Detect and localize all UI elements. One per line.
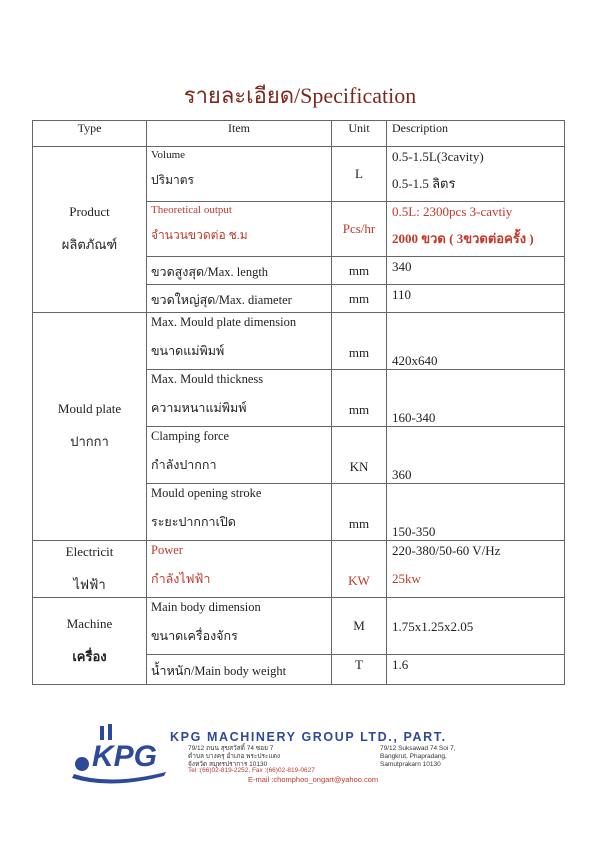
group-label-th: เครื่อง xyxy=(72,648,107,664)
group-label-th: ปากกา xyxy=(70,434,109,449)
item-max-diameter: ขวดใหญ่สุด/Max. diameter xyxy=(147,285,332,313)
desc-main-body-weight: 1.6 xyxy=(387,655,565,685)
desc-max-diameter: 110 xyxy=(387,285,565,313)
table-row xyxy=(33,598,565,655)
table-row xyxy=(33,313,565,370)
item-plate-dimension: Max. Mould plate dimension ขนาดแม่พิมพ์ xyxy=(147,313,332,370)
unit-max-length: mm xyxy=(332,257,387,285)
table-header-row xyxy=(33,121,565,147)
desc-mould-thickness: 160-340 xyxy=(387,370,565,427)
desc-max-length: 340 xyxy=(387,257,565,285)
group-machine xyxy=(33,598,147,685)
table-row xyxy=(33,541,565,598)
item-main-body-weight: น้ำหนัก/Main body weight xyxy=(147,655,332,685)
address-english: 79/12 Suksawad 74 Soi 7, Bangkrut, Phapradang, Samutprakarn 10130 xyxy=(380,745,456,768)
group-label-en: Mould plate xyxy=(57,401,122,416)
desc-power: 220-380/50-60 V/Hz 25kw xyxy=(387,541,565,598)
desc-opening-stroke: 150-350 xyxy=(387,484,565,541)
desc-clamping-force: 360 xyxy=(387,427,565,484)
unit-plate-dimension: mm xyxy=(332,313,387,370)
address-thai: 79/12 ถนน สุขสวัสดิ์ 74 ซอย 7 ตำบล บางครุ อำเภอ พระประแดง จังหวัด สมุทรปราการ 10130 xyxy=(188,745,281,768)
group-label-th: ไฟฟ้า xyxy=(73,576,106,592)
unit-volume: L xyxy=(332,147,387,202)
group-product xyxy=(33,147,147,313)
item-max-length: ขวดสูงสุด/Max. length xyxy=(147,257,332,285)
item-output: Theoretical output จำนวนขวดต่อ ช.ม xyxy=(147,202,332,257)
unit-main-body-dimension: M xyxy=(332,598,387,655)
item-volume: Volume ปริมาตร xyxy=(147,147,332,202)
unit-mould-thickness: mm xyxy=(332,370,387,427)
unit-power: KW xyxy=(332,541,387,598)
group-label-th: ผลิตภัณฑ์ xyxy=(61,237,118,252)
company-footer xyxy=(70,718,540,808)
header-unit: Unit xyxy=(332,121,387,147)
desc-plate-dimension: 420x640 xyxy=(387,313,565,370)
item-main-body-dimension: Main body dimension ขนาดเครื่องจักร xyxy=(147,598,332,655)
unit-opening-stroke: mm xyxy=(332,484,387,541)
company-name: KPG MACHINERY GROUP LTD., PART. xyxy=(170,730,447,744)
group-mould-plate xyxy=(33,313,147,541)
desc-main-body-dimension: 1.75x1.25x2.05 xyxy=(387,598,565,655)
item-clamping-force: Clamping force กำลังปากกา xyxy=(147,427,332,484)
kpg-logo xyxy=(70,720,170,790)
unit-clamping-force: KN xyxy=(332,427,387,484)
desc-output: 0.5L: 2300pcs 3-cavtiy 2000 ขวด ( 3ขวดต่อครั้ง ) xyxy=(387,202,565,257)
item-opening-stroke: Mould opening stroke ระยะปากกาเปิด xyxy=(147,484,332,541)
header-type: Type xyxy=(33,121,147,147)
item-mould-thickness: Max. Mould thickness ความหนาแม่พิมพ์ xyxy=(147,370,332,427)
svg-text:KPG: KPG xyxy=(92,740,158,773)
email-link[interactable]: E-mail :chomphoo_ongart@yahoo.com xyxy=(248,775,379,784)
item-power: Power กำลังไฟฟ้า xyxy=(147,541,332,598)
unit-output: Pcs/hr xyxy=(332,202,387,257)
header-item: Item xyxy=(147,121,332,147)
desc-volume: 0.5-1.5L(3cavity) 0.5-1.5 ลิตร xyxy=(387,147,565,202)
group-label-en: Electricit xyxy=(65,543,114,559)
spec-table xyxy=(32,120,565,685)
unit-main-body-weight: T xyxy=(332,655,387,685)
tel-fax: Tel :(66)02-819-2252, Fax :(66)02-819-0627 xyxy=(188,767,315,774)
page-title: รายละเอียด/Specification xyxy=(183,83,417,108)
table-row xyxy=(33,147,565,202)
header-description: Description xyxy=(387,121,565,147)
unit-max-diameter: mm xyxy=(332,285,387,313)
group-label-en: Machine xyxy=(66,615,113,631)
group-label-en: Product xyxy=(69,204,110,219)
group-electric xyxy=(33,541,147,598)
